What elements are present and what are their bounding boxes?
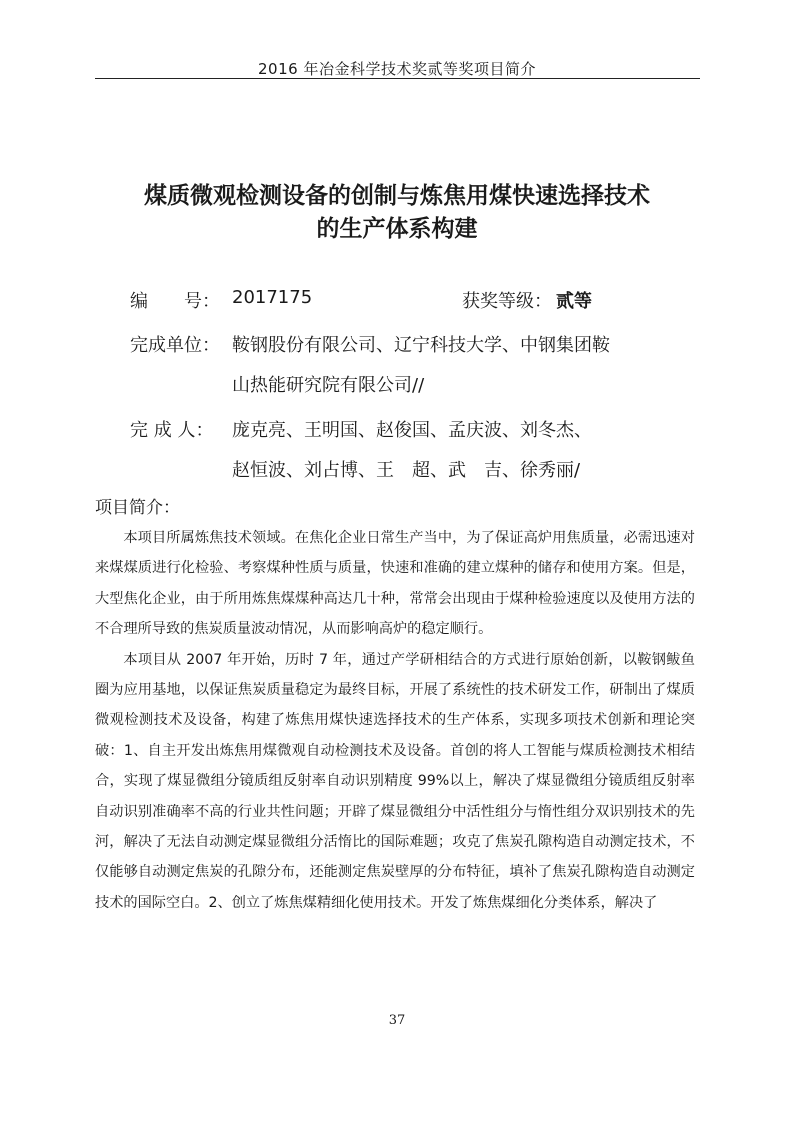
award-value: 贰等 bbox=[556, 291, 592, 312]
paragraph-2: 本项目从 2007 年开始，历时 7 年，通过产学研相结合的方式进行原始创新，以鞍钢鲅鱼圈为应用基地，以保证焦炭质量稳定为最终目标，开展了系统性的技术研发工作，研制出了煤质微观检测技术及设备，构建了炼焦用煤快速选择技术的生产体系，实现多项技术创新和理论突破：1、自主开发出炼焦用煤微观自动检测技术及设备。首创的将人工智能与煤质检测技术相结合，实现了煤显微组分镜质组反射率自动识别精度 99%以上，解决了煤显微组分镜质组反射率自动识别准确率不高的行业共性问题；开辟了煤显微组分中活性组分与惰性组分双识别技术的先河，解决了无法自动测定煤显微组分活惰比的国际难题；攻克了焦炭孔隙构造自动测定技术，不仅能够自动测定焦炭的孔隙分布，还能测定焦炭壁厚的分布特征，填补了焦炭孔隙构造自动测定技术的国际空白。2、创立了炼焦煤精细化使用技术。开发了炼焦煤细化分类体系，解决了 bbox=[95, 651, 695, 911]
number-value: 2017175 bbox=[232, 287, 313, 308]
award-label: 获奖等级： bbox=[462, 291, 552, 312]
units-line-1: 鞍钢股份有限公司、辽宁科技大学、中钢集团鞍 bbox=[232, 335, 610, 356]
page-number: 37 bbox=[388, 1013, 406, 1028]
units-line-2: 山热能研究院有限公司// bbox=[232, 375, 425, 396]
running-header: 2016 年冶金科学技术奖贰等奖项目简介 bbox=[258, 60, 536, 78]
section-heading: 项目简介： bbox=[95, 498, 180, 518]
title-line-2: 的生产体系构建 bbox=[316, 216, 478, 242]
people-line-1: 庞克亮、王明国、赵俊国、孟庆波、刘冬杰、 bbox=[232, 420, 592, 441]
people-line-2: 赵恒波、刘占博、王 超、武 吉、徐秀丽/ bbox=[232, 460, 581, 481]
number-label: 编 号： bbox=[130, 291, 220, 312]
units-label: 完成单位： bbox=[130, 335, 220, 356]
header-rule bbox=[95, 78, 700, 79]
title-line-1: 煤质微观检测设备的创制与炼焦用煤快速选择技术 bbox=[144, 183, 650, 209]
document-title bbox=[0, 180, 794, 246]
project-summary bbox=[95, 523, 695, 918]
paragraph-1: 本项目所属炼焦技术领域。在焦化企业日常生产当中，为了保证高炉用焦质量，必需迅速对来煤煤质进行化检验、考察煤种性质与质量，快速和准确的建立煤种的储存和使用方案。但是，大型焦化企业，由于所用炼焦煤煤种高达几十种，常常会出现由于煤种检验速度以及使用方法的不合理所导致的焦炭质量波动情况，从而影响高炉的稳定顺行。 bbox=[95, 530, 695, 638]
people-label: 完 成 人： bbox=[130, 420, 214, 441]
